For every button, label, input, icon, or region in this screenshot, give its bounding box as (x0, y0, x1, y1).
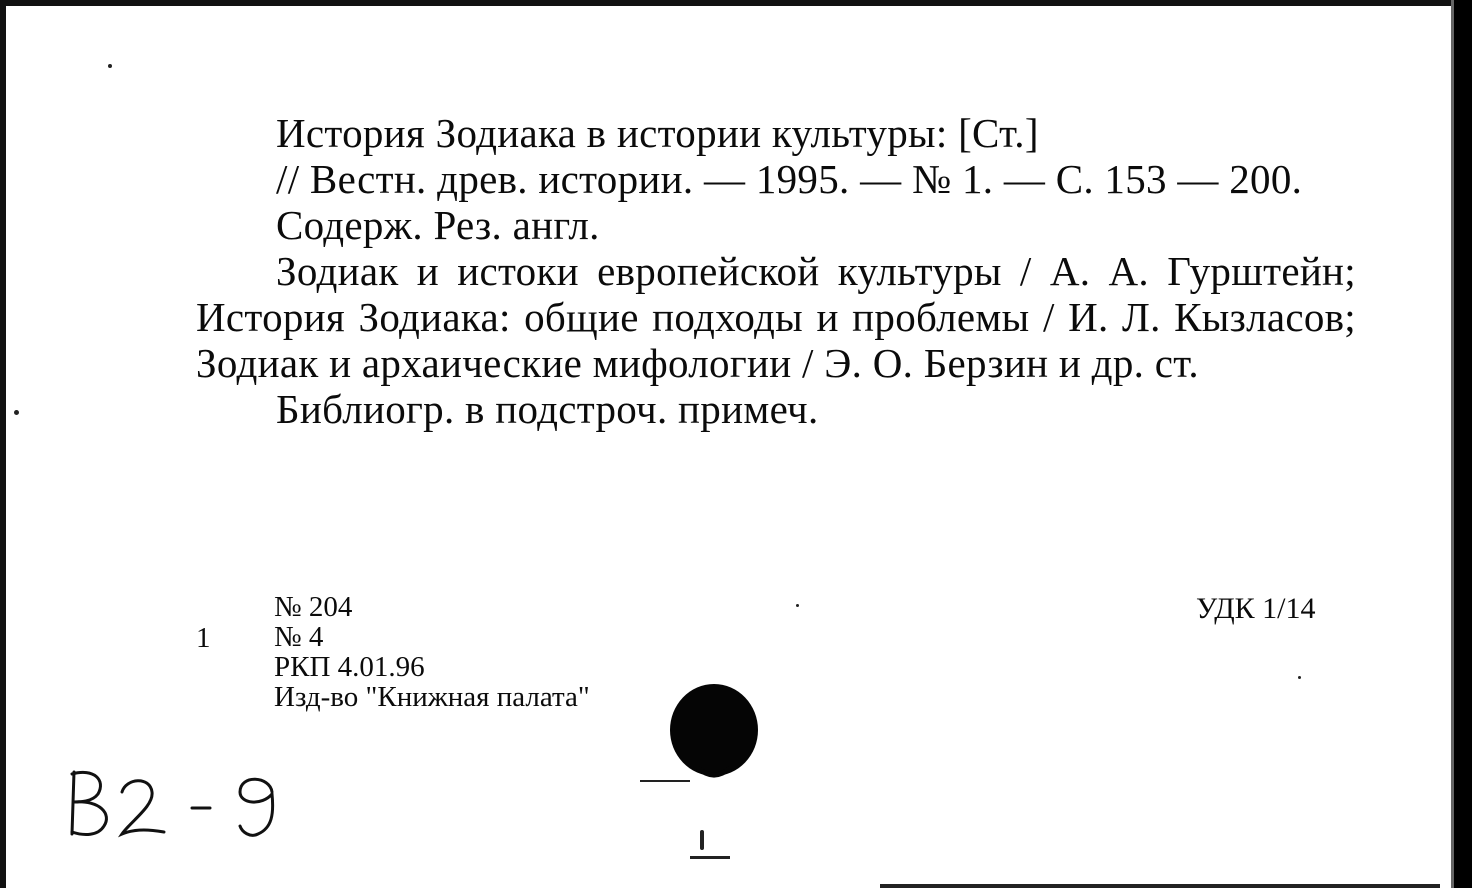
speck (108, 64, 112, 68)
entry-source: // Вестн. древ. истории. — 1995. — № 1. — С. 153 — 200. (276, 156, 1303, 202)
speck (1298, 676, 1301, 679)
registration-block (274, 592, 590, 712)
entry-bibliography-note: Библиогр. в подстроч. примеч. (276, 386, 819, 432)
publisher: Изд-во "Книжная палата" (274, 681, 590, 713)
bibliographic-entry (196, 110, 1356, 432)
speck (14, 410, 19, 415)
card-edge-bottom (880, 884, 1440, 888)
entry-contents: Зодиак и истоки европейской культуры / А. А. Гурштейн; История Зодиака: общие подходы и проблемы / И. Л. Кызласов; Зодиак и архаические мифологии / Э. О. Берзин и др. ст. (196, 248, 1356, 386)
udc-code: УДК 1/14 (1196, 592, 1316, 625)
card-edge-left (0, 0, 6, 888)
punch-hole-icon (668, 682, 760, 782)
speck (690, 856, 730, 859)
registration-number: № 204 (274, 591, 353, 623)
card-edge-right-inner (1451, 0, 1454, 888)
speck (700, 830, 704, 850)
issue-number: № 4 (274, 621, 324, 653)
handwritten-shelfmark (60, 762, 300, 852)
speck (796, 604, 799, 607)
card-edge-top (0, 0, 1472, 6)
speck (640, 780, 690, 782)
copy-count: 1 (196, 622, 211, 654)
entry-title: История Зодиака в истории культуры: [Ст.] (276, 110, 1039, 156)
entry-summary-note: Содерж. Рез. англ. (276, 202, 600, 248)
registration-date: РКП 4.01.96 (274, 651, 425, 683)
card-edge-right (1454, 0, 1472, 888)
